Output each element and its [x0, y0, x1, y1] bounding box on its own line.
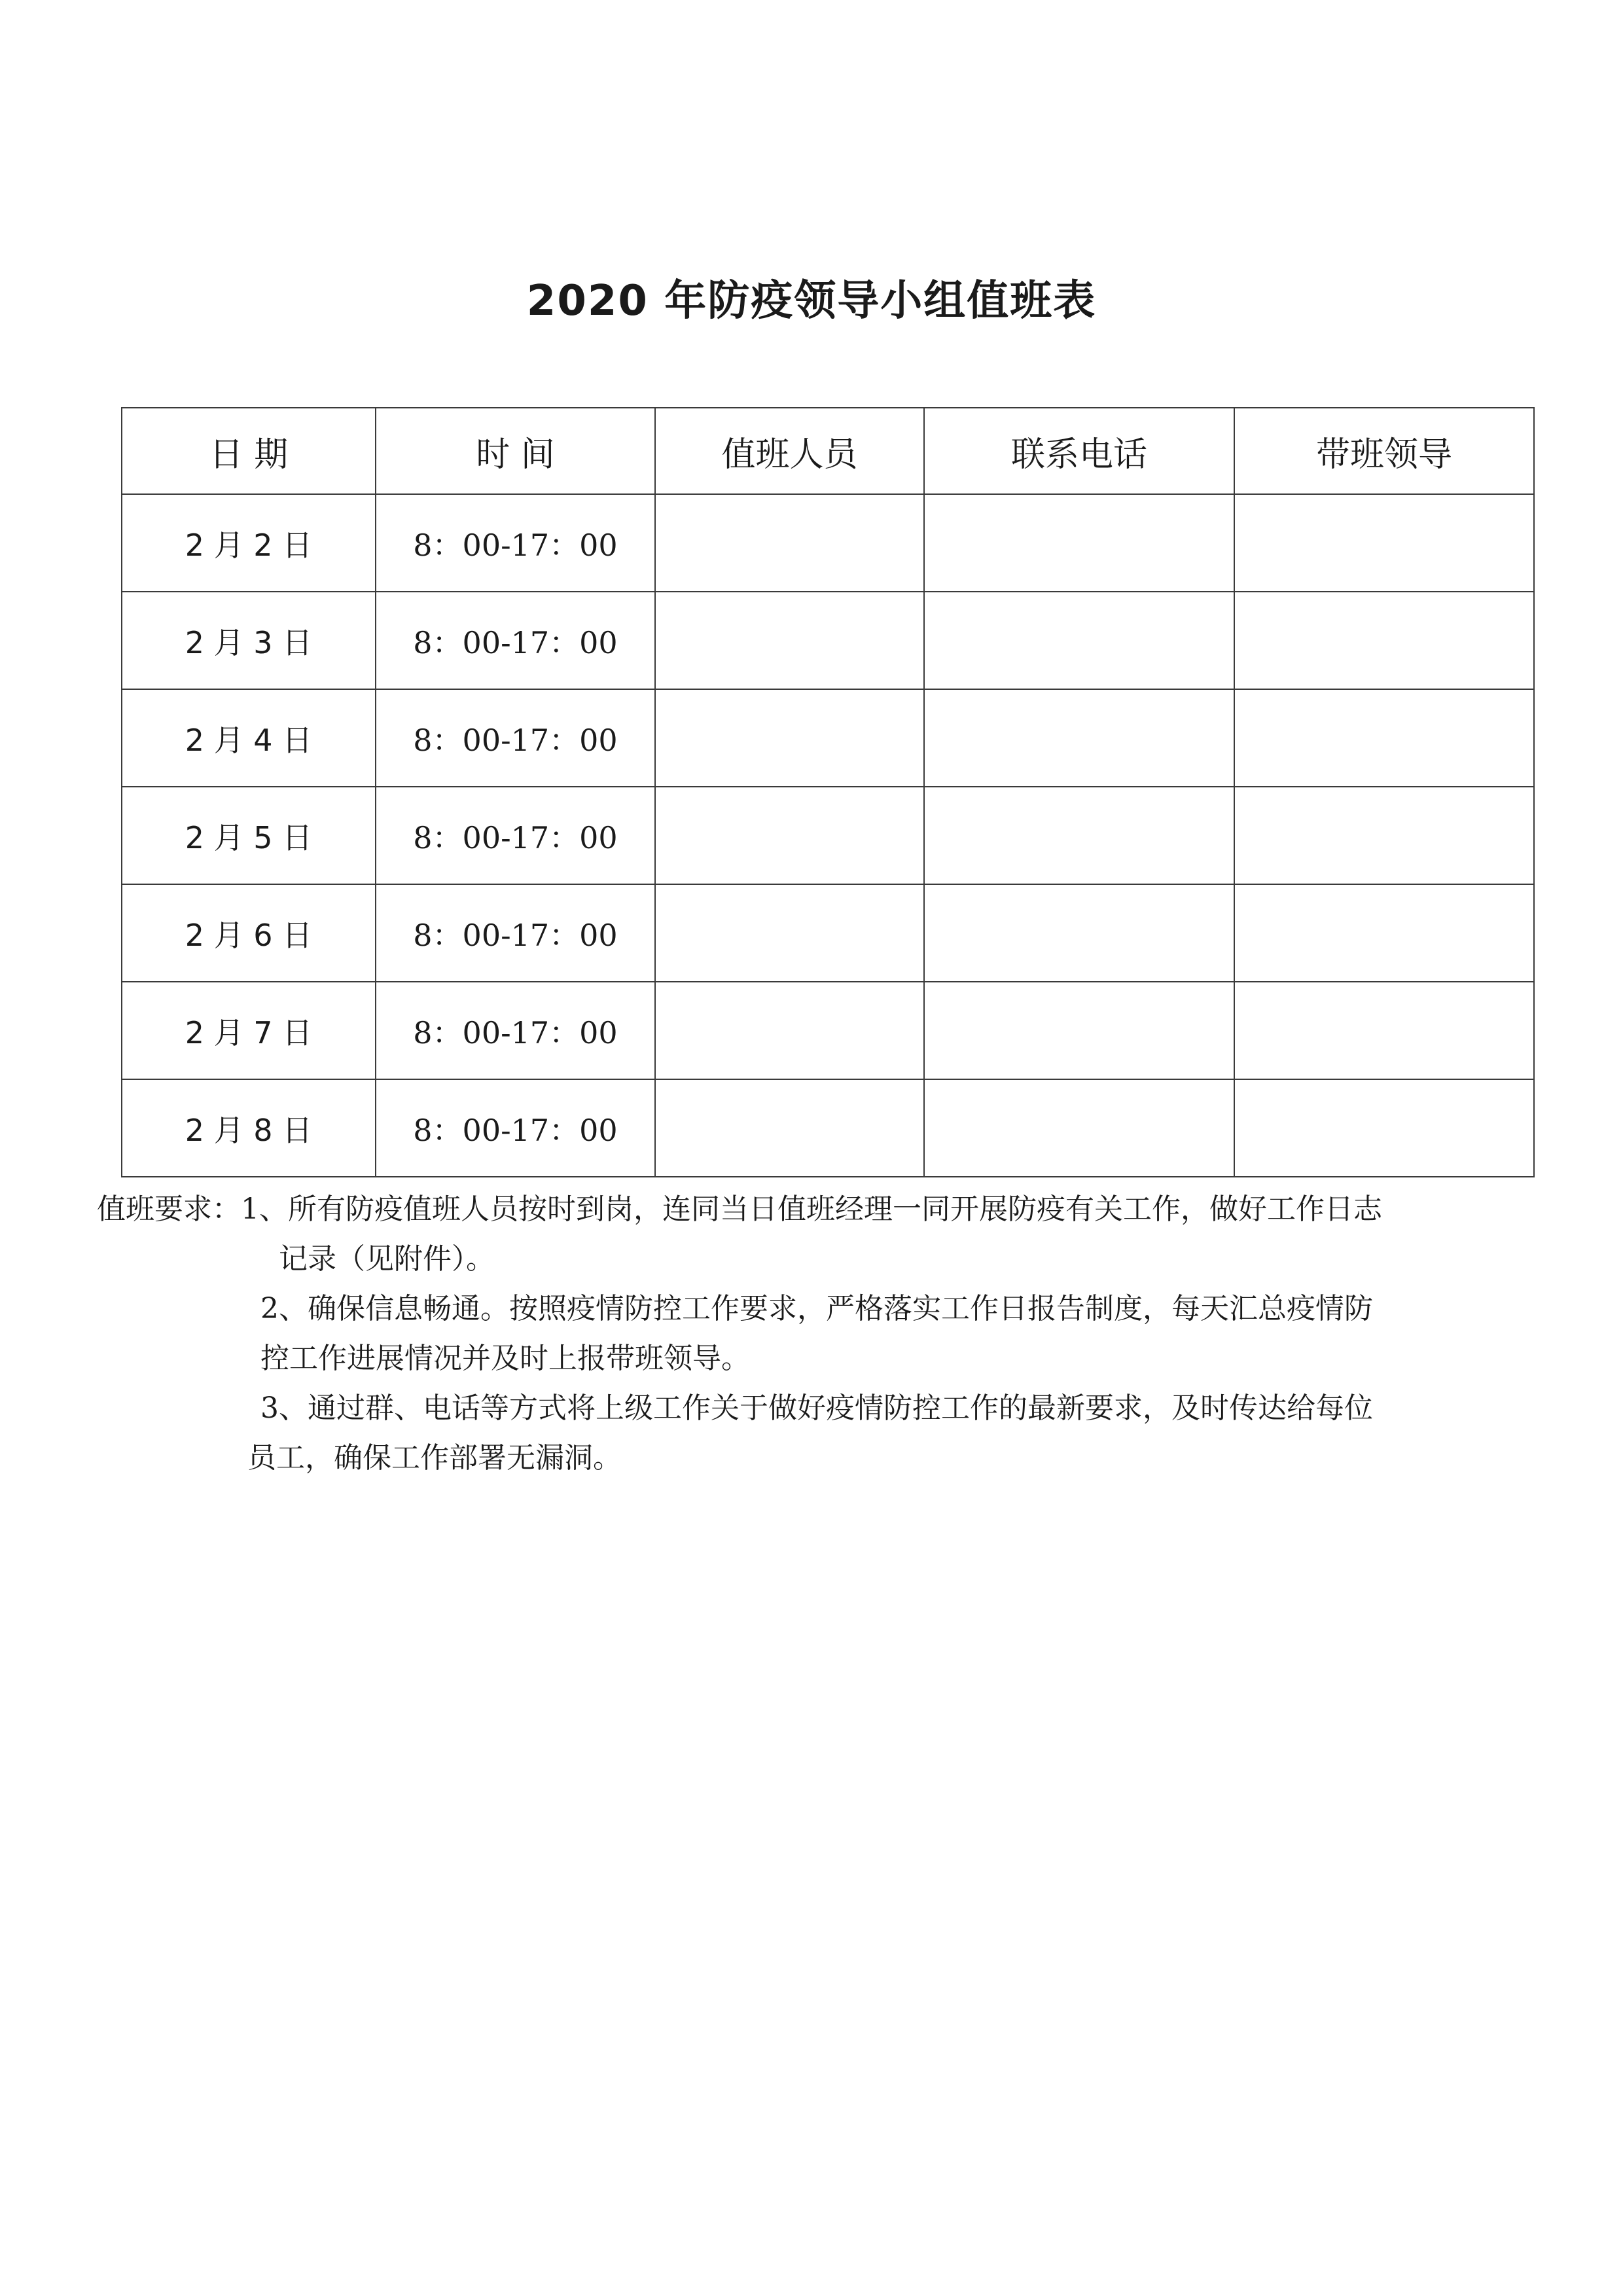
time-cell: 8：00-17：00 — [376, 982, 655, 1079]
leader-cell[interactable] — [1234, 494, 1534, 592]
date-cell: 2 月 8 日 — [122, 1079, 376, 1177]
phone-cell[interactable] — [924, 982, 1234, 1079]
leader-cell[interactable] — [1234, 982, 1534, 1079]
staff-cell[interactable] — [655, 592, 924, 689]
table-row — [122, 982, 1534, 1079]
staff-cell[interactable] — [655, 982, 924, 1079]
leader-cell[interactable] — [1234, 884, 1534, 982]
table-header-row — [122, 408, 1534, 494]
staff-cell[interactable] — [655, 494, 924, 592]
staff-cell[interactable] — [655, 787, 924, 884]
time-cell: 8：00-17：00 — [376, 592, 655, 689]
leader-cell[interactable] — [1234, 592, 1534, 689]
table-row — [122, 689, 1534, 787]
requirement-3-line-2: 员工，确保工作部署无漏洞。 — [247, 1441, 622, 1475]
duty-requirements — [97, 1185, 1524, 1483]
leader-cell[interactable] — [1234, 1079, 1534, 1177]
requirement-3-line-1: 3、通过群、电话等方式将上级工作关于做好疫情防控工作的最新要求，及时传达给每位 — [260, 1391, 1373, 1425]
table-row — [122, 592, 1534, 689]
header-phone: 联系电话 — [924, 408, 1234, 494]
header-staff: 值班人员 — [655, 408, 924, 494]
time-cell: 8：00-17：00 — [376, 1079, 655, 1177]
requirement-1-text: 1、所有防疫值班人员按时到岗，连同当日值班经理一同开展防疫有关工作，做好工作日志 — [241, 1193, 1382, 1226]
table-row — [122, 787, 1534, 884]
page-title: 2020 年防疫领导小组值班表 — [526, 277, 1097, 325]
date-cell: 2 月 5 日 — [122, 787, 376, 884]
leader-cell[interactable] — [1234, 689, 1534, 787]
staff-cell[interactable] — [655, 884, 924, 982]
requirement-1-line-1 — [97, 1185, 1524, 1234]
date-cell: 2 月 2 日 — [122, 494, 376, 592]
duty-roster-table — [121, 407, 1535, 1177]
time-cell: 8：00-17：00 — [376, 884, 655, 982]
table-row — [122, 1079, 1534, 1177]
phone-cell[interactable] — [924, 592, 1234, 689]
time-cell: 8：00-17：00 — [376, 494, 655, 592]
table-row — [122, 884, 1534, 982]
date-cell: 2 月 4 日 — [122, 689, 376, 787]
requirement-2-line-1: 2、确保信息畅通。按照疫情防控工作要求，严格落实工作日报告制度，每天汇总疫情防 — [260, 1292, 1373, 1325]
phone-cell[interactable] — [924, 1079, 1234, 1177]
date-cell: 2 月 6 日 — [122, 884, 376, 982]
header-date: 日 期 — [122, 408, 376, 494]
phone-cell[interactable] — [924, 787, 1234, 884]
phone-cell[interactable] — [924, 884, 1234, 982]
leader-cell[interactable] — [1234, 787, 1534, 884]
phone-cell[interactable] — [924, 494, 1234, 592]
date-cell: 2 月 7 日 — [122, 982, 376, 1079]
phone-cell[interactable] — [924, 689, 1234, 787]
time-cell: 8：00-17：00 — [376, 787, 655, 884]
header-leader: 带班领导 — [1234, 408, 1534, 494]
requirements-label: 值班要求： — [97, 1193, 241, 1226]
table-row — [122, 494, 1534, 592]
staff-cell[interactable] — [655, 689, 924, 787]
requirement-1-line-2: 记录（见附件）。 — [279, 1242, 495, 1276]
header-time: 时 间 — [376, 408, 655, 494]
staff-cell[interactable] — [655, 1079, 924, 1177]
date-cell: 2 月 3 日 — [122, 592, 376, 689]
time-cell: 8：00-17：00 — [376, 689, 655, 787]
requirement-2-line-2: 控工作进展情况并及时上报带班领导。 — [260, 1342, 750, 1375]
